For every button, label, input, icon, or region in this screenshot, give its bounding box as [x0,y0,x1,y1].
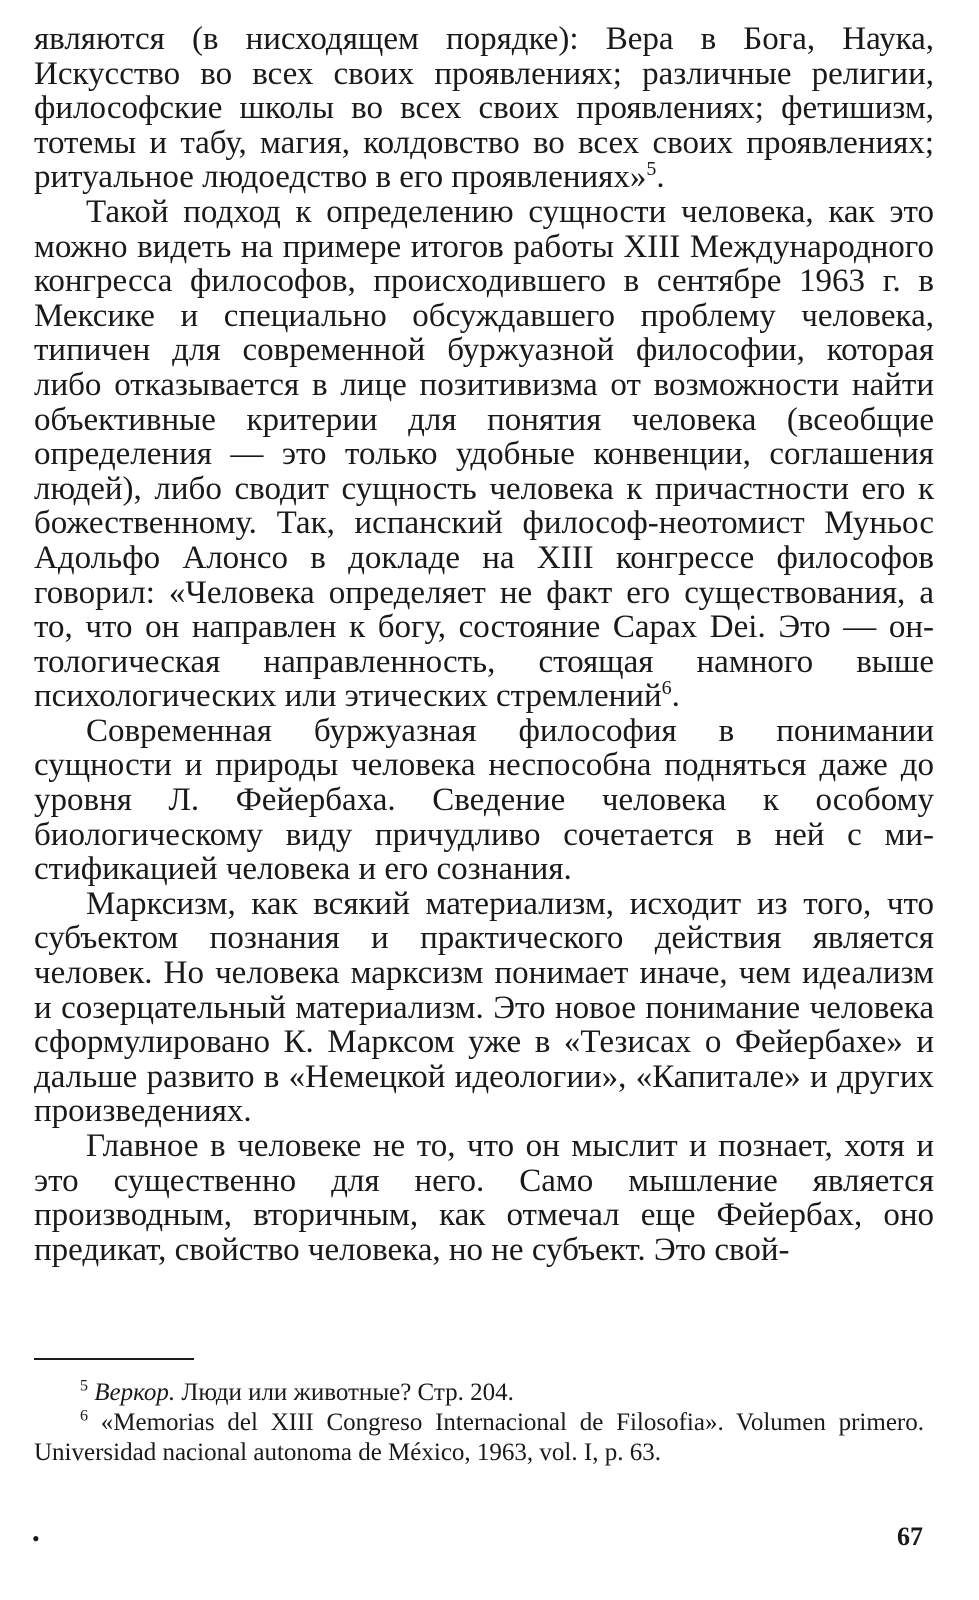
paragraph-4-text: Марксизм, как всякий материализм, исходит из того, что субъектом познания и практического действия является человек. Но человека марксизм понимает иначе, чем идеализм и созерцательный материализм. Это новое понимание человека сформулировано К. Марксом уже в «Тезисах о Фейербахе» и дальше развито в «Немецкой идеологии», «Капитале» и других произведениях. [34,885,934,1130]
footnote-6-mark: 6 [80,1407,88,1425]
footnote-5-author: Веркор. [94,1379,176,1406]
paragraph-1-tail: . [656,159,665,196]
paragraph-2-text: Такой подход к определению сущности человека, как это можно видеть на примере итогов работы XIII Международного конгресса философов, происходившего в сентябре 1963 г. в Мексике и специально обсуждавшего проблему человека, типичен для современной буржуазной философии, которая либо отказывается в лице позитивизма от возможности найти объективные критерии для понятия человека (всеобщие определения — это только удобные конвенции, соглашения людей), либо сводит сущность человека к причастности его к божественному. Так, испанский философ-неотомист Муньос Адольфо Алонсо в докладе на XIII конгрессе философов говорил: «Человека определяет не факт его существования, а то, что он направлен к богу, состояние Capax Dei. Это — онтологическая направленность, стоящая намного выше психологических или этических стремлений [34,193,934,715]
footnote-6 [34,1408,924,1468]
paragraph-3 [34,714,934,887]
footnote-divider [34,1358,194,1360]
main-text [34,22,934,1267]
paragraph-3-text: Современная буржуазная философия в понимании сущности и природы человека неспособна подняться даже до уровня Л. Фейербаха. Сведение человека к особому биологическому виду причудливо сочетается в ней с мистификацией человека и его сознания. [34,712,934,888]
footnote-ref-6: 6 [661,677,672,700]
page-number: 67 [897,1522,923,1551]
paragraph-5 [34,1129,934,1267]
footnotes [34,1378,924,1468]
paragraph-2 [34,195,934,714]
footnote-5-mark: 5 [80,1377,88,1395]
footnote-ref-5: 5 [646,158,657,181]
paragraph-1-text: являются (в нисходящем порядке): Вера в Бога, Наука, Искусство во всех своих проявлениях; различные религии, философские школы во всех своих проявлениях; фетишизм, тотемы и табу, магия, колдовство во всех своих проявлениях; ритуальное людоедство в его проявлениях» [34,21,934,196]
paragraph-2-tail: . [671,678,680,715]
footnote-5-text: Люди или животные? Стр. 204. [181,1379,514,1406]
paragraph-4 [34,887,934,1129]
paragraph-1 [34,22,934,195]
paragraph-5-text: Главное в человеке не то, что он мыслит и познает, хотя и это существенно для него. Само мышление является производным, вторичным, как отмечал еще Фейербах, оно предикат, свойство человека, но не субъект. Это свой- [34,1128,934,1268]
page-body [34,22,934,1267]
footnote-6-text: «Memorias del XIII Congreso Internacional de Filosofia». Volumen primero. Universidad nacional autonoma de México, 1963, vol. I, p. 63. [34,1409,924,1466]
printer-mark: • [32,1526,40,1551]
footnote-5 [34,1378,924,1408]
